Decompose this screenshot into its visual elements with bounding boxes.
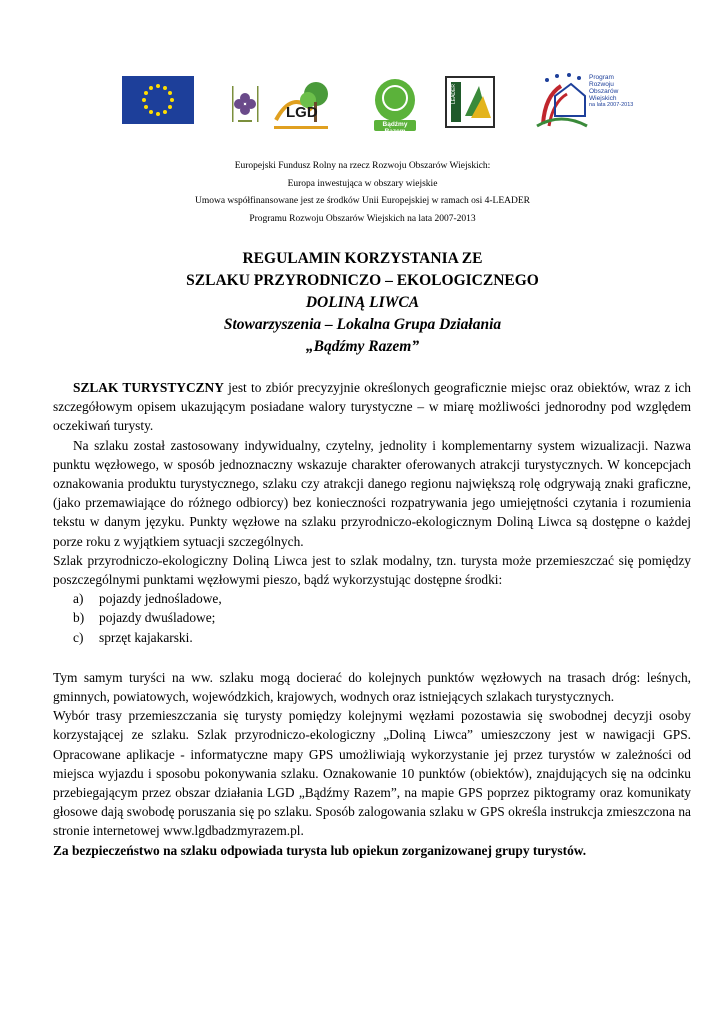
prow-logo-text: [589, 74, 635, 109]
prow-logo: [533, 72, 633, 132]
prow-line: Program: [589, 74, 614, 81]
lgd-logo: [272, 80, 330, 136]
leader-label: LEADER: [451, 84, 457, 105]
title-line-5: „Bądźmy Razem”: [305, 338, 420, 355]
document-title: [0, 248, 725, 358]
local-emblem-logo: [220, 76, 270, 134]
title-line-2: SZLAKU PRZYRODNICZO – EKOLOGICZNEGO: [186, 272, 539, 289]
list-item: [53, 608, 691, 627]
prow-line: Obszarów: [589, 88, 619, 95]
header-line-3: Umowa współfinansowane jest ze środków Unii Europejskiej w ramach osi 4-LEADER: [194, 196, 531, 206]
definition-term: SZLAK TURYSTYCZNY: [73, 380, 224, 395]
list-item: [53, 628, 691, 647]
transport-list: [53, 589, 691, 647]
prow-line: na lata 2007-2013: [589, 102, 634, 108]
paragraph-gps: Wybór trasy przemieszczania się turysty pomiędzy kolejnymi węzłami pozostawia się swobodnej decyzji osoby korzystającej ze szlaku. Szlak przyrodniczo-ekologiczny „Doliną Liwca” umieszczony jest w nawigacji GPS. Opracowane aplikacje - informatyczne mapy GPS umożliwiają wykorzystanie jej przez turystów w zależności od miejsca wyjazdu i sposobu pokonywania szlaku. Oznakowanie 10 punktów (obiektów), znajdujących się na odcinku przebiegającym przez obszar działania LGD „Bądźmy Razem”, na mapie GPS poprzez piktogramy oraz komunikaty głosowe dają swobodę poruszania się po szlaku. Sposób zalogowania szlaku w GPS określa instrukcja zmieszczona na stronie internetowej www.lgdbadzmyrazem.pl.: [53, 708, 691, 839]
list-item-text: pojazdy dwuśladowe;: [99, 610, 216, 626]
paragraph-definition: [53, 378, 691, 436]
title-line-4: Stowarzyszenia – Lokalna Grupa Działania: [223, 316, 502, 333]
list-item-text: sprzęt kajakarski.: [99, 629, 193, 645]
logo-bar: [0, 68, 725, 138]
prow-line: Wiejskich: [589, 95, 617, 102]
leader-logo: [445, 76, 495, 128]
spacer: [53, 647, 691, 668]
definition-text: jest to zbiór precyzyjnie określonych geograficznie miejsc oraz obiektów, wraz z ich szczegółowym opisem ukazującym posiadane walory turystyczne – w miarę możliwości jednorodny pod względem oczekiwań turysty.: [53, 380, 691, 434]
paragraph-modal-trail: Szlak przyrodniczo-ekologiczny Doliną Liwca jest to szlak modalny, tzn. turysta może przemieszczać się pomiędzy poszczególnymi punktami węzłowymi pieszo, bądź wykorzystując dostępne środki:: [53, 552, 691, 588]
list-item: [53, 589, 691, 608]
safety-notice: Za bezpieczeństwo na szlaku odpowiada turysta lub opiekun zorganizowanej grupy turystów.: [53, 842, 587, 858]
document-body: [53, 378, 691, 860]
badzmy-razem-label: Bądźmy Razem: [382, 121, 408, 135]
header-line-1: Europejski Fundusz Rolny na rzecz Rozwoju Obszarów Wiejskich:: [234, 161, 491, 171]
paragraph-visualization: Na szlaku został zastosowany indywidualny, czytelny, jednolity i komplementarny system wizualizacji. Nazwa punktu węzłowego, w sposób jednoznaczny wskazuje charakter oferowanych atrakcji turystycznych. W koncepcjach oznakowania produktu turystycznego, szlaku czy atrakcji danego regionu największą rolę odgrywają znaki graficzne, (jako przemawiające do różnego odbiorcy) bez konieczności rozpatrywania jego umiejętności czytania i rozumienia tekstu w danym języku. Punkty węzłowe na szlaku przyrodniczo-ekologicznym Doliną Liwca są dostępne o każdej porze roku z wyjątkiem sytuacji szczególnych.: [53, 437, 691, 549]
header-line-2: Europa inwestująca w obszary wiejskie: [287, 179, 438, 189]
title-line-1: REGULAMIN KORZYSTANIA ZE: [242, 250, 483, 267]
list-item-label: a): [73, 591, 84, 607]
paragraph-routes: Tym samym turyści na ww. szlaku mogą docierać do kolejnych punktów węzłowych na trasach dróg: leśnych, gminnych, powiatowych, wojewódzkich, krajowych, wodnych oraz istniejących szlakach turystycznych.: [53, 669, 691, 705]
prow-line: Rozwoju: [589, 81, 614, 88]
title-line-3: DOLINĄ LIWCA: [305, 294, 420, 311]
lgd-logo-text: LGD: [286, 104, 318, 121]
list-item-label: c): [73, 629, 84, 645]
header-line-4: Programu Rozwoju Obszarów Wiejskich na lata 2007-2013: [249, 214, 476, 224]
list-item-text: pojazdy jednośladowe,: [99, 591, 222, 607]
eu-flag-logo: [122, 76, 194, 124]
badzmy-razem-logo: [368, 76, 422, 135]
eu-stars-icon: [122, 76, 194, 124]
list-item-label: b): [73, 610, 85, 626]
